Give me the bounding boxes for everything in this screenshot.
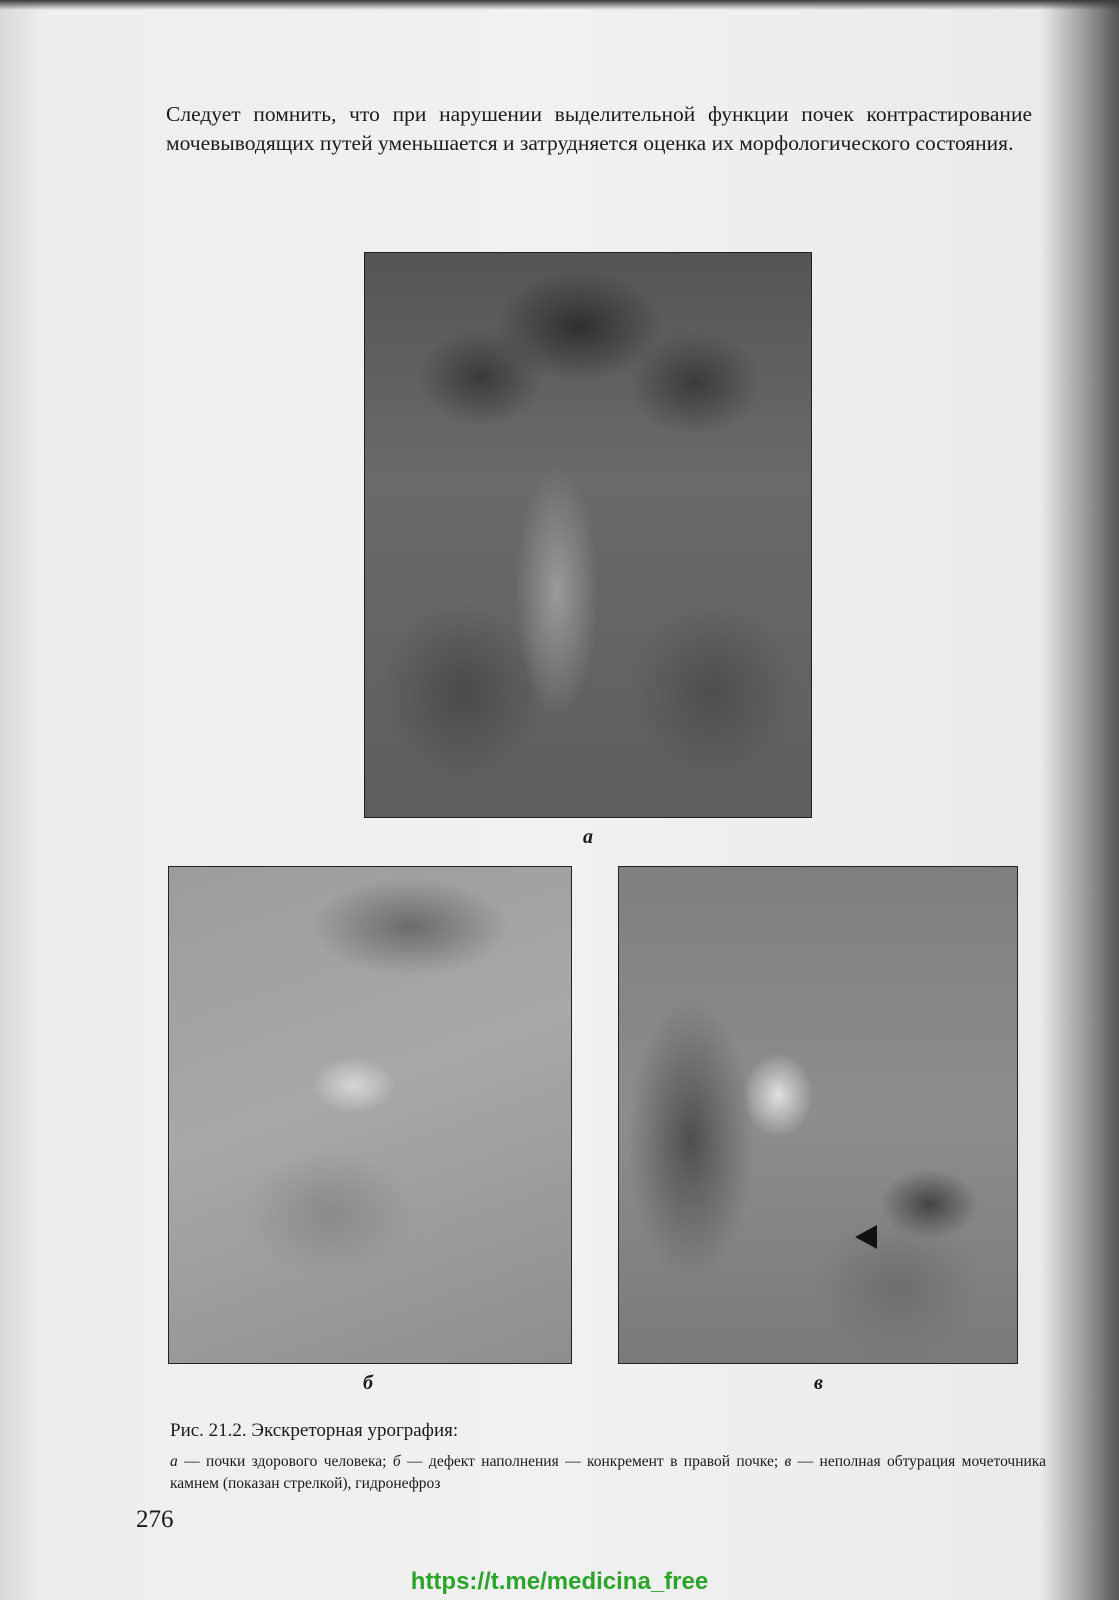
caption-part-b: — дефект наполнения — конкремент в правой почке;	[400, 1453, 785, 1470]
page-top-shadow	[0, 0, 1119, 10]
figure-caption-text	[170, 1451, 1046, 1495]
caption-letter-a: а	[170, 1453, 178, 1470]
arrow-icon	[855, 1225, 877, 1249]
urogram-photo-b	[168, 866, 572, 1364]
urogram-photo-c	[618, 866, 1018, 1364]
telegram-link[interactable]: https://t.me/medicina_free	[410, 1568, 709, 1595]
figure-label-c: в	[814, 1372, 823, 1394]
urogram-photo-a	[364, 252, 812, 818]
caption-letter-b: б	[392, 1453, 401, 1470]
figure-caption-title: Рис. 21.2. Экскреторная урография:	[170, 1420, 459, 1441]
body-paragraph: Следует помнить, что при нарушении выделительной функции почек контрастирование мочевыводящих путей уменьшается и затрудняется оценка их морфологического состояния.	[166, 102, 1032, 155]
figure-label-a: а	[583, 826, 593, 848]
caption-letter-c: в	[784, 1453, 792, 1470]
caption-part-c: — неполная обтурация мочеточника камнем (показан стрелкой), гидронефроз	[170, 1453, 1046, 1492]
figure-label-b: б	[363, 1372, 373, 1394]
caption-part-a: — почки здорового человека;	[177, 1453, 393, 1470]
page-number: 276	[136, 1506, 174, 1533]
